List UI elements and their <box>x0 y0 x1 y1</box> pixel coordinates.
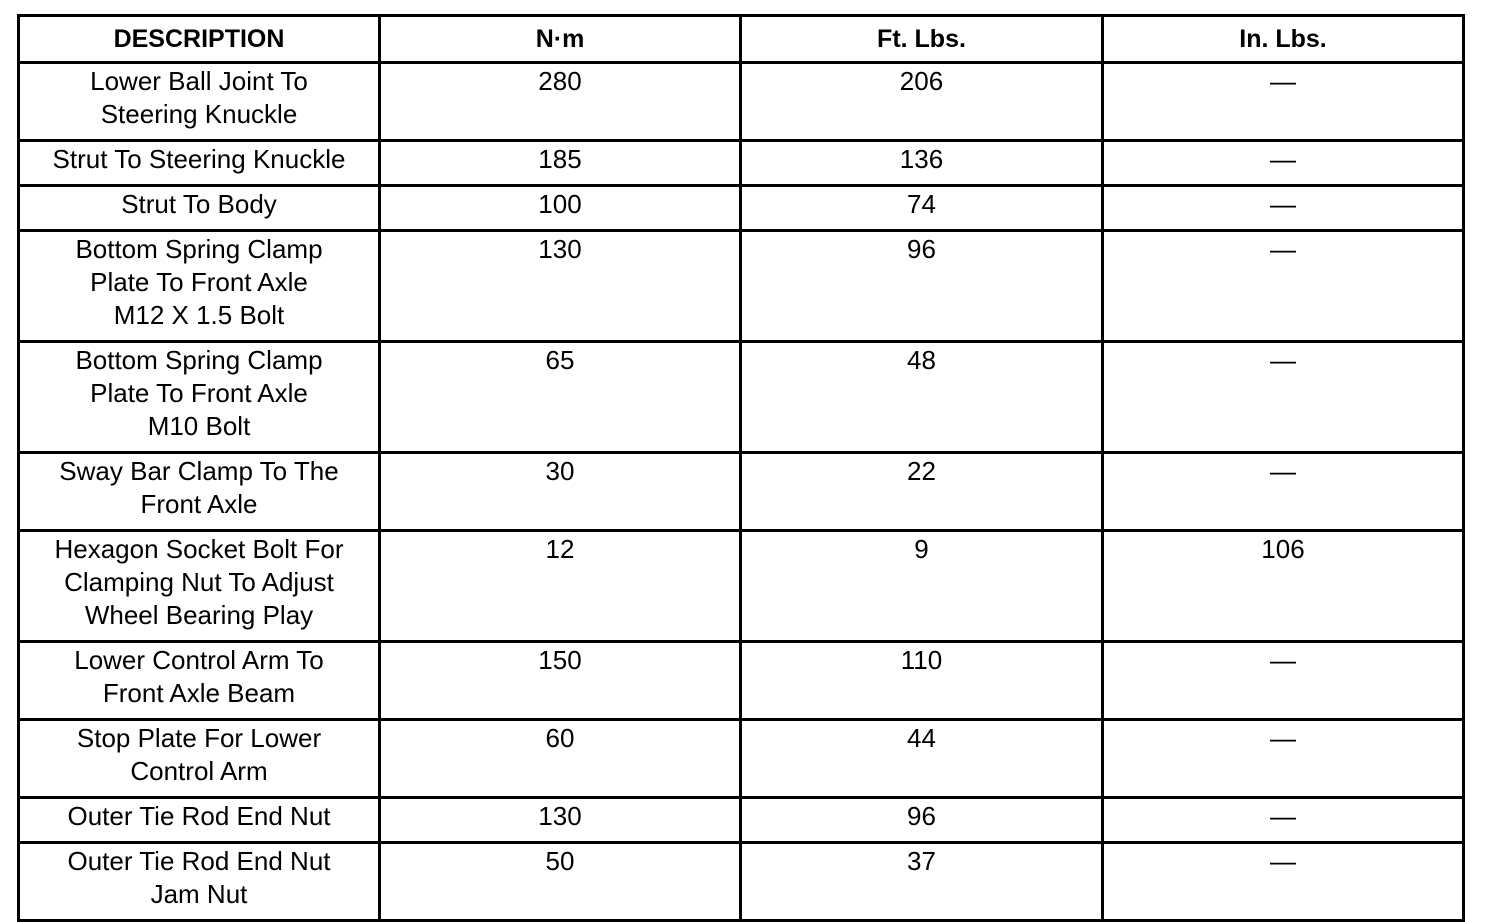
description-line: Outer Tie Rod End Nut <box>67 846 331 876</box>
header-in-lbs: In. Lbs. <box>1103 16 1464 63</box>
cell-ft-lbs: 9 <box>741 531 1103 642</box>
cell-in-lbs: — <box>1103 453 1464 531</box>
header-description: DESCRIPTION <box>19 16 380 63</box>
cell-description <box>19 843 380 921</box>
description-line: Bottom Spring Clamp <box>75 345 323 375</box>
table-row <box>19 798 1464 843</box>
header-row <box>19 16 1464 63</box>
cell-in-lbs: — <box>1103 798 1464 843</box>
table-row <box>19 231 1464 342</box>
description-line: M10 Bolt <box>147 411 251 441</box>
cell-ft-lbs: 110 <box>741 642 1103 720</box>
cell-ft-lbs: 37 <box>741 843 1103 921</box>
description-line: Plate To Front Axle <box>90 267 308 297</box>
cell-ft-lbs: 74 <box>741 186 1103 231</box>
description-line: Strut To Steering Knuckle <box>52 144 346 174</box>
cell-ft-lbs: 206 <box>741 63 1103 141</box>
description-line: Jam Nut <box>150 879 248 909</box>
cell-nm: 30 <box>380 453 741 531</box>
cell-nm: 185 <box>380 141 741 186</box>
cell-ft-lbs: 22 <box>741 453 1103 531</box>
table-row <box>19 642 1464 720</box>
cell-ft-lbs: 44 <box>741 720 1103 798</box>
cell-ft-lbs: 48 <box>741 342 1103 453</box>
description-line: Front Axle Beam <box>102 678 296 708</box>
description-line: Plate To Front Axle <box>90 378 308 408</box>
cell-description <box>19 642 380 720</box>
table-row <box>19 141 1464 186</box>
cell-description <box>19 342 380 453</box>
description-line: Clamping Nut To Adjust <box>64 567 334 597</box>
description-line: Wheel Bearing Play <box>84 600 314 630</box>
cell-in-lbs: — <box>1103 720 1464 798</box>
cell-description <box>19 186 380 231</box>
cell-in-lbs: — <box>1103 843 1464 921</box>
table-row <box>19 63 1464 141</box>
cell-description <box>19 798 380 843</box>
cell-nm: 50 <box>380 843 741 921</box>
cell-ft-lbs: 136 <box>741 141 1103 186</box>
description-line: Strut To Body <box>121 189 277 219</box>
cell-in-lbs: — <box>1103 231 1464 342</box>
cell-description <box>19 720 380 798</box>
header-ft-lbs: Ft. Lbs. <box>741 16 1103 63</box>
torque-spec-table <box>17 14 1465 922</box>
description-line: M12 X 1.5 Bolt <box>113 300 285 330</box>
cell-nm: 280 <box>380 63 741 141</box>
cell-in-lbs: — <box>1103 63 1464 141</box>
table-row <box>19 342 1464 453</box>
cell-nm: 12 <box>380 531 741 642</box>
header-nm: N·m <box>380 16 741 63</box>
description-line: Lower Control Arm To <box>74 645 324 675</box>
table-row <box>19 843 1464 921</box>
cell-description <box>19 531 380 642</box>
cell-in-lbs: — <box>1103 642 1464 720</box>
cell-nm: 150 <box>380 642 741 720</box>
cell-nm: 65 <box>380 342 741 453</box>
cell-description <box>19 63 380 141</box>
cell-nm: 130 <box>380 231 741 342</box>
cell-nm: 100 <box>380 186 741 231</box>
description-line: Hexagon Socket Bolt For <box>54 534 344 564</box>
description-line: Stop Plate For Lower <box>76 723 322 753</box>
table-row <box>19 531 1464 642</box>
cell-in-lbs: — <box>1103 342 1464 453</box>
table-body <box>19 63 1464 921</box>
table-row <box>19 453 1464 531</box>
cell-description <box>19 141 380 186</box>
table-header <box>19 16 1464 63</box>
cell-in-lbs: — <box>1103 141 1464 186</box>
cell-ft-lbs: 96 <box>741 231 1103 342</box>
cell-ft-lbs: 96 <box>741 798 1103 843</box>
description-line: Control Arm <box>130 756 268 786</box>
description-line: Bottom Spring Clamp <box>75 234 323 264</box>
cell-nm: 60 <box>380 720 741 798</box>
cell-in-lbs: — <box>1103 186 1464 231</box>
description-line: Lower Ball Joint To <box>90 66 308 96</box>
description-line: Outer Tie Rod End Nut <box>67 801 331 831</box>
description-line: Sway Bar Clamp To The <box>59 456 339 486</box>
cell-description <box>19 453 380 531</box>
table-row <box>19 186 1464 231</box>
cell-description <box>19 231 380 342</box>
table-row <box>19 720 1464 798</box>
description-line: Steering Knuckle <box>100 99 298 129</box>
cell-in-lbs: 106 <box>1103 531 1464 642</box>
cell-nm: 130 <box>380 798 741 843</box>
description-line: Front Axle <box>140 489 258 519</box>
